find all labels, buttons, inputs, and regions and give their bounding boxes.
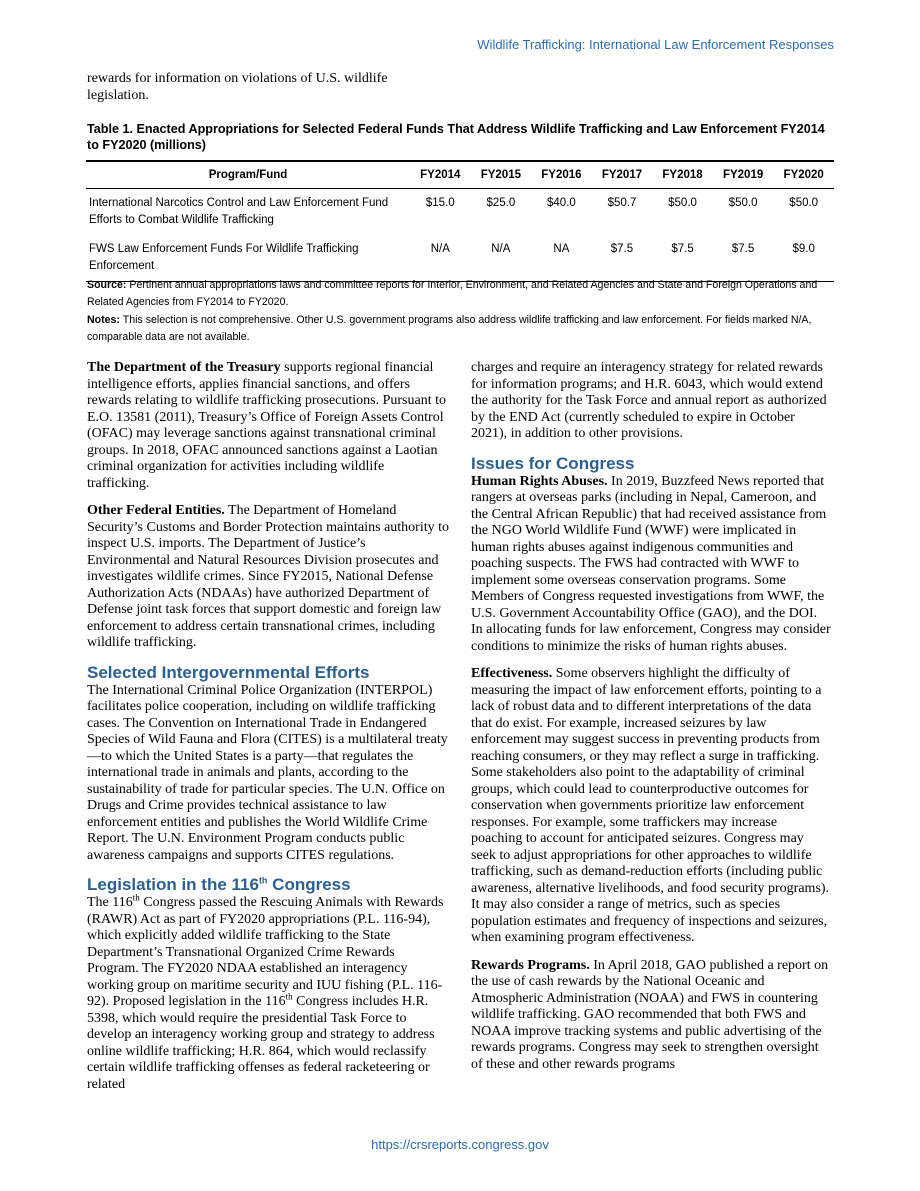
heading-legislation-a: Legislation in the 116	[87, 875, 259, 894]
source-label: Source:	[87, 279, 127, 291]
legislation-text-c: Congress includes H.R. 5398, which would require the presidential Task Force to develop an interagency working group and strategy to address online wildlife trafficking; H.R. 864, which would reclassify certain wildlife trafficking offenses as federal racketeering or related	[87, 994, 435, 1092]
table-cell: $9.0	[773, 235, 834, 282]
col-header-fy2017: FY2017	[592, 161, 653, 189]
human-rights-text: In 2019, Buzzfeed News reported that rangers at overseas parks (including in Nepal, Cameroon, and the Central African Republic) that had received assistance from the NGO World Wildlife Fund (WWF) were implicated in human rights abuses against indigenous communities and poaching suspects. The FWS had contracted with WWF to implement some overseas conservation programs. Some Members of Congress requested investigations from WWF, the U.S. Government Accountability Office (GAO), and the DOI. In allocating funds for law enforcement, Congress may consider conditions to minimize the risks of human rights abuses.	[471, 473, 831, 654]
table-source-note	[87, 277, 832, 310]
right-column	[471, 360, 831, 1084]
table-cell: $15.0	[425, 197, 455, 209]
other-entities-text: The Department of Homeland Security’s Customs and Border Protection maintains authority to inspect U.S. imports. The Department of Justice’s Environmental and Natural Resources Division prosecutes and investigates wildlife crimes. Since FY2015, National Defense Authorization Acts (NDAAs) have authorized Department of Defense joint task forces that support domestic and foreign law enforcement to address certain transnational crimes, including wildlife trafficking.	[87, 503, 450, 650]
human-rights-lead: Human Rights Abuses.	[471, 473, 608, 489]
other-entities-lead: Other Federal Entities.	[87, 503, 225, 518]
legislation-sup-1: th	[132, 892, 140, 903]
col-header-fy2019: FY2019	[713, 161, 774, 189]
table-cell: N/A	[410, 235, 471, 282]
legislation-text-a: The 116	[87, 895, 133, 910]
col-header-fy2015: FY2015	[471, 161, 532, 189]
human-rights-paragraph	[471, 474, 831, 656]
other-entities-paragraph	[87, 503, 449, 652]
running-header: Wildlife Trafficking: International Law Enforcement Responses	[477, 37, 834, 52]
notes-label: Notes:	[87, 314, 120, 326]
table-cell: NA	[531, 235, 592, 282]
col-header-fy2018: FY2018	[652, 161, 713, 189]
table-notes	[87, 312, 832, 345]
intergovernmental-paragraph: The International Criminal Police Organization (INTERPOL) facilitates police cooperation, including on wildlife trafficking cases. The Convention on International Trade in Endangered Species of Wild Fauna and Flora (CITES) is a multilateral treaty—to which the United States is a party—that regulates the international trade in animals and plants, according to the sustainability of trade for particular species. The U.N. Office on Drugs and Crime provides technical assistance to law enforcement entities and publishes the World Wildlife Crime Report. The U.N. Environment Program conducts public awareness campaigns and supports CITES regulations.	[87, 682, 448, 863]
table-cell-program: FWS Law Enforcement Funds For Wildlife Trafficking Enforcement	[86, 235, 410, 282]
table-row	[86, 235, 834, 282]
table-cell: $50.0	[668, 197, 697, 209]
table-cell: N/A	[471, 235, 532, 282]
heading-legislation	[87, 875, 449, 895]
heading-legislation-sup: th	[258, 875, 268, 886]
table-cell: $50.0	[728, 197, 758, 209]
effectiveness-text: Some observers highlight the difficulty of measuring the impact of law enforcement efforts, pointing to a lack of robust data and to different interpretations of the data that do exist. For example, increased seizures by law enforcement may suggest success in preventing products from reaching consumers, or they may reflect a surge in trafficking. Some stakeholders also point to the adaptability of criminal groups, which could lead to counterproductive outcomes for conservation when governments prioritize law enforcement responses. For example, some traffickers may increase poaching to account for anticipated seizures. Congress may seek to adjust appropriations for other approaches to wildlife trafficking, such as demand-reduction efforts (including public awareness, alternative livelihoods, and food security programs). It may also consider a range of metrics, such as species population estimates and frequency of inspections and seizures, when examining program effectiveness.	[471, 666, 830, 945]
col-header-fy2014: FY2014	[410, 161, 471, 189]
rewards-text: In April 2018, GAO published a report on the use of cash rewards by the National Oceanic and Atmospheric Administration (NOAA) and FWS in countering wildlife trafficking. GAO recommended that both FWS and NOAA improve tracking systems and public advertising of the rewards programs. Congress may seek to strengthen oversight of these and other rewards programs	[471, 957, 829, 1072]
table-cell: $7.5	[713, 235, 774, 282]
rewards-lead: Rewards Programs.	[471, 957, 590, 973]
treasury-paragraph	[87, 360, 449, 492]
continued-paragraph: charges and require an interagency strategy for related rewards for information programs; and H.R. 6043, which would extend the authority for the Task Force and annual report as authorized by the END Act (currently scheduled to expire in October 2021), in addition to other provisions.	[471, 360, 827, 441]
col-header-fy2020: FY2020	[773, 161, 834, 189]
rewards-paragraph	[471, 958, 831, 1074]
notes-text: This selection is not comprehensive. Other U.S. government programs also address wildlife trafficking and law enforcement. For fields marked N/A, comparable data are not available.	[87, 314, 812, 343]
treasury-text: supports regional financial intelligence efforts, applies financial sanctions, and offers rewards relating to wildlife trafficking prosecutions. Pursuant to E.O. 13581 (2011), Treasury’s Office of Foreign Assets Control (OFAC) may leverage sanctions against transnational criminal groups. In 2018, OFAC announced sanctions against a Laotian criminal organization for activities including wildlife trafficking.	[87, 360, 446, 491]
col-header-program: Program/Fund	[86, 161, 410, 189]
table-header-row	[86, 161, 834, 189]
effectiveness-paragraph	[471, 666, 831, 947]
table-cell: $7.5	[592, 235, 653, 282]
treasury-lead: The Department of the Treasury	[87, 360, 281, 375]
table-cell-program: International Narcotics Control and Law Enforcement Fund Efforts to Combat Wildlife Trafficking	[89, 197, 389, 226]
legislation-text-b: Congress passed the Rescuing Animals with Rewards (RAWR) Act as part of FY2020 appropriations (P.L. 116-94), which explicitly added wildlife trafficking to the State Department’s Transnational Organized Crime Rewards Program. The FY2020 NDAA established an interagency working group on maritime security and IUU fishing (P.L. 116-92). Proposed legislation in the 116	[87, 895, 444, 1009]
legislation-sup-2: th	[285, 991, 293, 1002]
table-cell: $40.0	[547, 197, 576, 209]
heading-legislation-b: Congress	[267, 875, 351, 894]
legislation-paragraph	[87, 892, 449, 1093]
effectiveness-lead: Effectiveness.	[471, 666, 553, 681]
footer-url[interactable]: https://crsreports.congress.gov	[371, 1137, 549, 1152]
table-cell: $50.0	[789, 197, 819, 209]
table-row	[86, 189, 834, 236]
appropriations-table	[86, 160, 834, 282]
source-text: Pertinent annual appropriations laws and committee reports for Interior, Environment, and Related Agencies and State and Foreign Operations and Related Agencies from FY2014 to FY2020.	[87, 279, 818, 308]
left-column	[87, 360, 449, 1104]
heading-issues: Issues for Congress	[471, 453, 635, 473]
table-cell: $7.5	[652, 235, 713, 282]
lead-paragraph: rewards for information on violations of U.S. wildlife legislation.	[87, 71, 388, 103]
table-caption: Table 1. Enacted Appropriations for Selected Federal Funds That Address Wildlife Trafficking and Law Enforcement FY2014 to FY2020 (millions)	[87, 122, 825, 152]
col-header-fy2016: FY2016	[531, 161, 592, 189]
table-cell: $50.7	[607, 197, 637, 209]
table-cell: $25.0	[486, 197, 516, 209]
heading-intergovernmental: Selected Intergovernmental Efforts	[87, 662, 370, 682]
